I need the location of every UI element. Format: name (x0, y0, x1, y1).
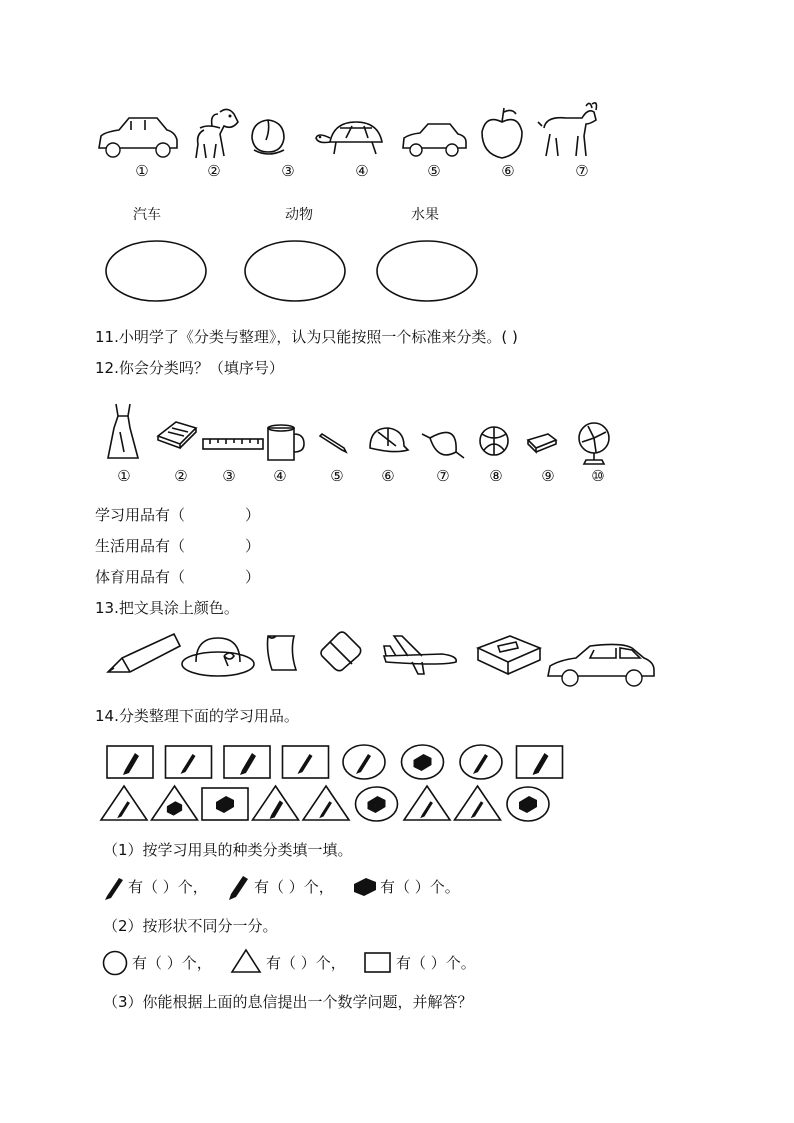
q12-item-number: ⑥ (381, 467, 395, 485)
count-pen[interactable]: 有（ ）个， (254, 878, 334, 896)
circle-shape-icon (102, 950, 128, 976)
category-oval-cars[interactable] (104, 240, 208, 304)
pencil-icon (181, 754, 196, 774)
circle-eraser-item (356, 787, 398, 821)
category-oval-animals[interactable] (244, 240, 348, 304)
q10-item-number: ② (207, 162, 221, 180)
answer-daily-supplies[interactable]: 生活用品有（ ） (95, 537, 261, 555)
eraser-icon (526, 432, 558, 452)
q10-item-number: ③ (281, 162, 295, 180)
triangle-pencil-item (303, 786, 349, 820)
count-pencil[interactable]: 有（ ）个， (128, 878, 208, 896)
q10-item-number: ① (135, 162, 149, 180)
pencil-icon[interactable] (104, 632, 182, 678)
triangle-pencil-item (101, 786, 147, 820)
pen-icon (270, 800, 284, 819)
triangle-outline (404, 786, 450, 820)
pen-icon (533, 753, 549, 775)
dog-icon (190, 104, 242, 162)
question-14-title: 14.分类整理下面的学习用品。 (95, 707, 299, 725)
eraser-icon[interactable] (318, 628, 364, 674)
square-pen-item (517, 746, 563, 778)
pencil-icon (356, 754, 371, 774)
pen-icon (226, 872, 250, 900)
pencil-sharpener-icon[interactable] (474, 630, 544, 678)
category-label-cars: 汽车 (133, 207, 161, 223)
category-label-fruits: 水果 (411, 207, 439, 223)
q14-sub2: （2）按形状不同分一分。 (103, 917, 278, 935)
count-circle[interactable]: 有（ ）个， (132, 954, 212, 972)
q10-item-number: ④ (355, 162, 369, 180)
q12-item-number: ⑨ (541, 467, 555, 485)
q10-item-number: ⑤ (427, 162, 441, 180)
pencil-icon (318, 434, 348, 454)
category-oval-fruits[interactable] (376, 240, 480, 304)
triangle-outline (455, 786, 501, 820)
answer-sports-supplies[interactable]: 体育用品有（ ） (95, 568, 261, 586)
category-label-animals: 动物 (285, 207, 313, 223)
q12-item-number: ⑤ (330, 467, 344, 485)
circle-eraser-item (507, 787, 549, 821)
eraser-icon (414, 754, 432, 771)
fan-icon (574, 420, 614, 468)
triangle-outline (101, 786, 147, 820)
q10-item-number: ⑦ (575, 162, 589, 180)
square-pen-item (224, 746, 270, 778)
triangle-pen-item (253, 786, 299, 820)
book-icon (156, 418, 198, 448)
hat-icon[interactable] (180, 634, 258, 678)
eraser-icon (519, 796, 537, 813)
q12-item-number: ⑩ (591, 467, 605, 485)
question-12-title: 12.你会分类吗？（填序号） (95, 359, 284, 377)
square-pen-item (107, 746, 153, 778)
q12-item-number: ② (174, 467, 188, 485)
eraser-icon (167, 801, 182, 815)
car-icon[interactable] (546, 640, 658, 688)
pen-icon (240, 753, 256, 775)
car-icon (400, 120, 468, 160)
eraser-icon (368, 796, 386, 813)
question-11: 11.小明学了《分类与整理》，认为只能按照一个标准来分类。( ) (95, 328, 518, 346)
mug-icon (264, 422, 306, 464)
pencil-icon (420, 801, 433, 818)
answer-school-supplies[interactable]: 学习用品有（ ） (95, 506, 261, 524)
eraser-icon (216, 796, 234, 813)
airplane-icon[interactable] (382, 632, 460, 678)
square-eraser-item (202, 788, 248, 820)
pencil-icon (103, 874, 125, 900)
triangle-pencil-item (455, 786, 501, 820)
q14-sub1: （1）按学习用具的种类分类填一填。 (103, 841, 353, 859)
pen-icon (123, 753, 139, 775)
circle-eraser-item (402, 745, 444, 779)
triangle-shape-icon (230, 948, 262, 974)
q12-item-number: ⑧ (489, 467, 503, 485)
q12-item-number: ⑦ (436, 467, 450, 485)
triangle-outline (303, 786, 349, 820)
ball-icon (474, 424, 514, 460)
square-shape-icon (364, 952, 392, 974)
pencil-icon (298, 754, 313, 774)
apple-icon (478, 104, 526, 160)
pencil-icon (473, 754, 488, 774)
triangle-eraser-item (152, 786, 198, 820)
count-eraser[interactable]: 有（ ）个。 (380, 878, 460, 896)
cap-icon (364, 424, 410, 458)
eraser-icon (352, 874, 378, 898)
question-13-title: 13.把文具涂上颜色。 (95, 599, 239, 617)
goat-icon (536, 98, 600, 160)
q14-item-grid (100, 740, 560, 826)
peach-icon (248, 112, 288, 158)
q12-item-number: ① (117, 467, 131, 485)
q10-item-number: ⑥ (501, 162, 515, 180)
circle-pencil-item (460, 745, 502, 779)
pencil-icon (319, 801, 332, 818)
car-icon (95, 112, 179, 162)
ruler-icon (202, 437, 264, 451)
dress-icon (104, 402, 144, 464)
circle-pencil-item (343, 745, 385, 779)
q12-item-number: ③ (222, 467, 236, 485)
towel-icon[interactable] (264, 632, 300, 674)
square-pencil-item (166, 746, 212, 778)
pencil-icon (471, 801, 484, 818)
triangle-pencil-item (404, 786, 450, 820)
count-triangle[interactable]: 有（ ）个， (266, 954, 346, 972)
square-pencil-item (283, 746, 329, 778)
q14-sub3: （3）你能根据上面的息信提出一个数学问题，并解答？ (103, 993, 473, 1011)
q12-item-number: ④ (273, 467, 287, 485)
jump-rope-icon (418, 428, 466, 462)
pencil-icon (117, 801, 130, 818)
count-square[interactable]: 有（ ）个。 (396, 954, 476, 972)
turtle-icon (312, 118, 388, 160)
